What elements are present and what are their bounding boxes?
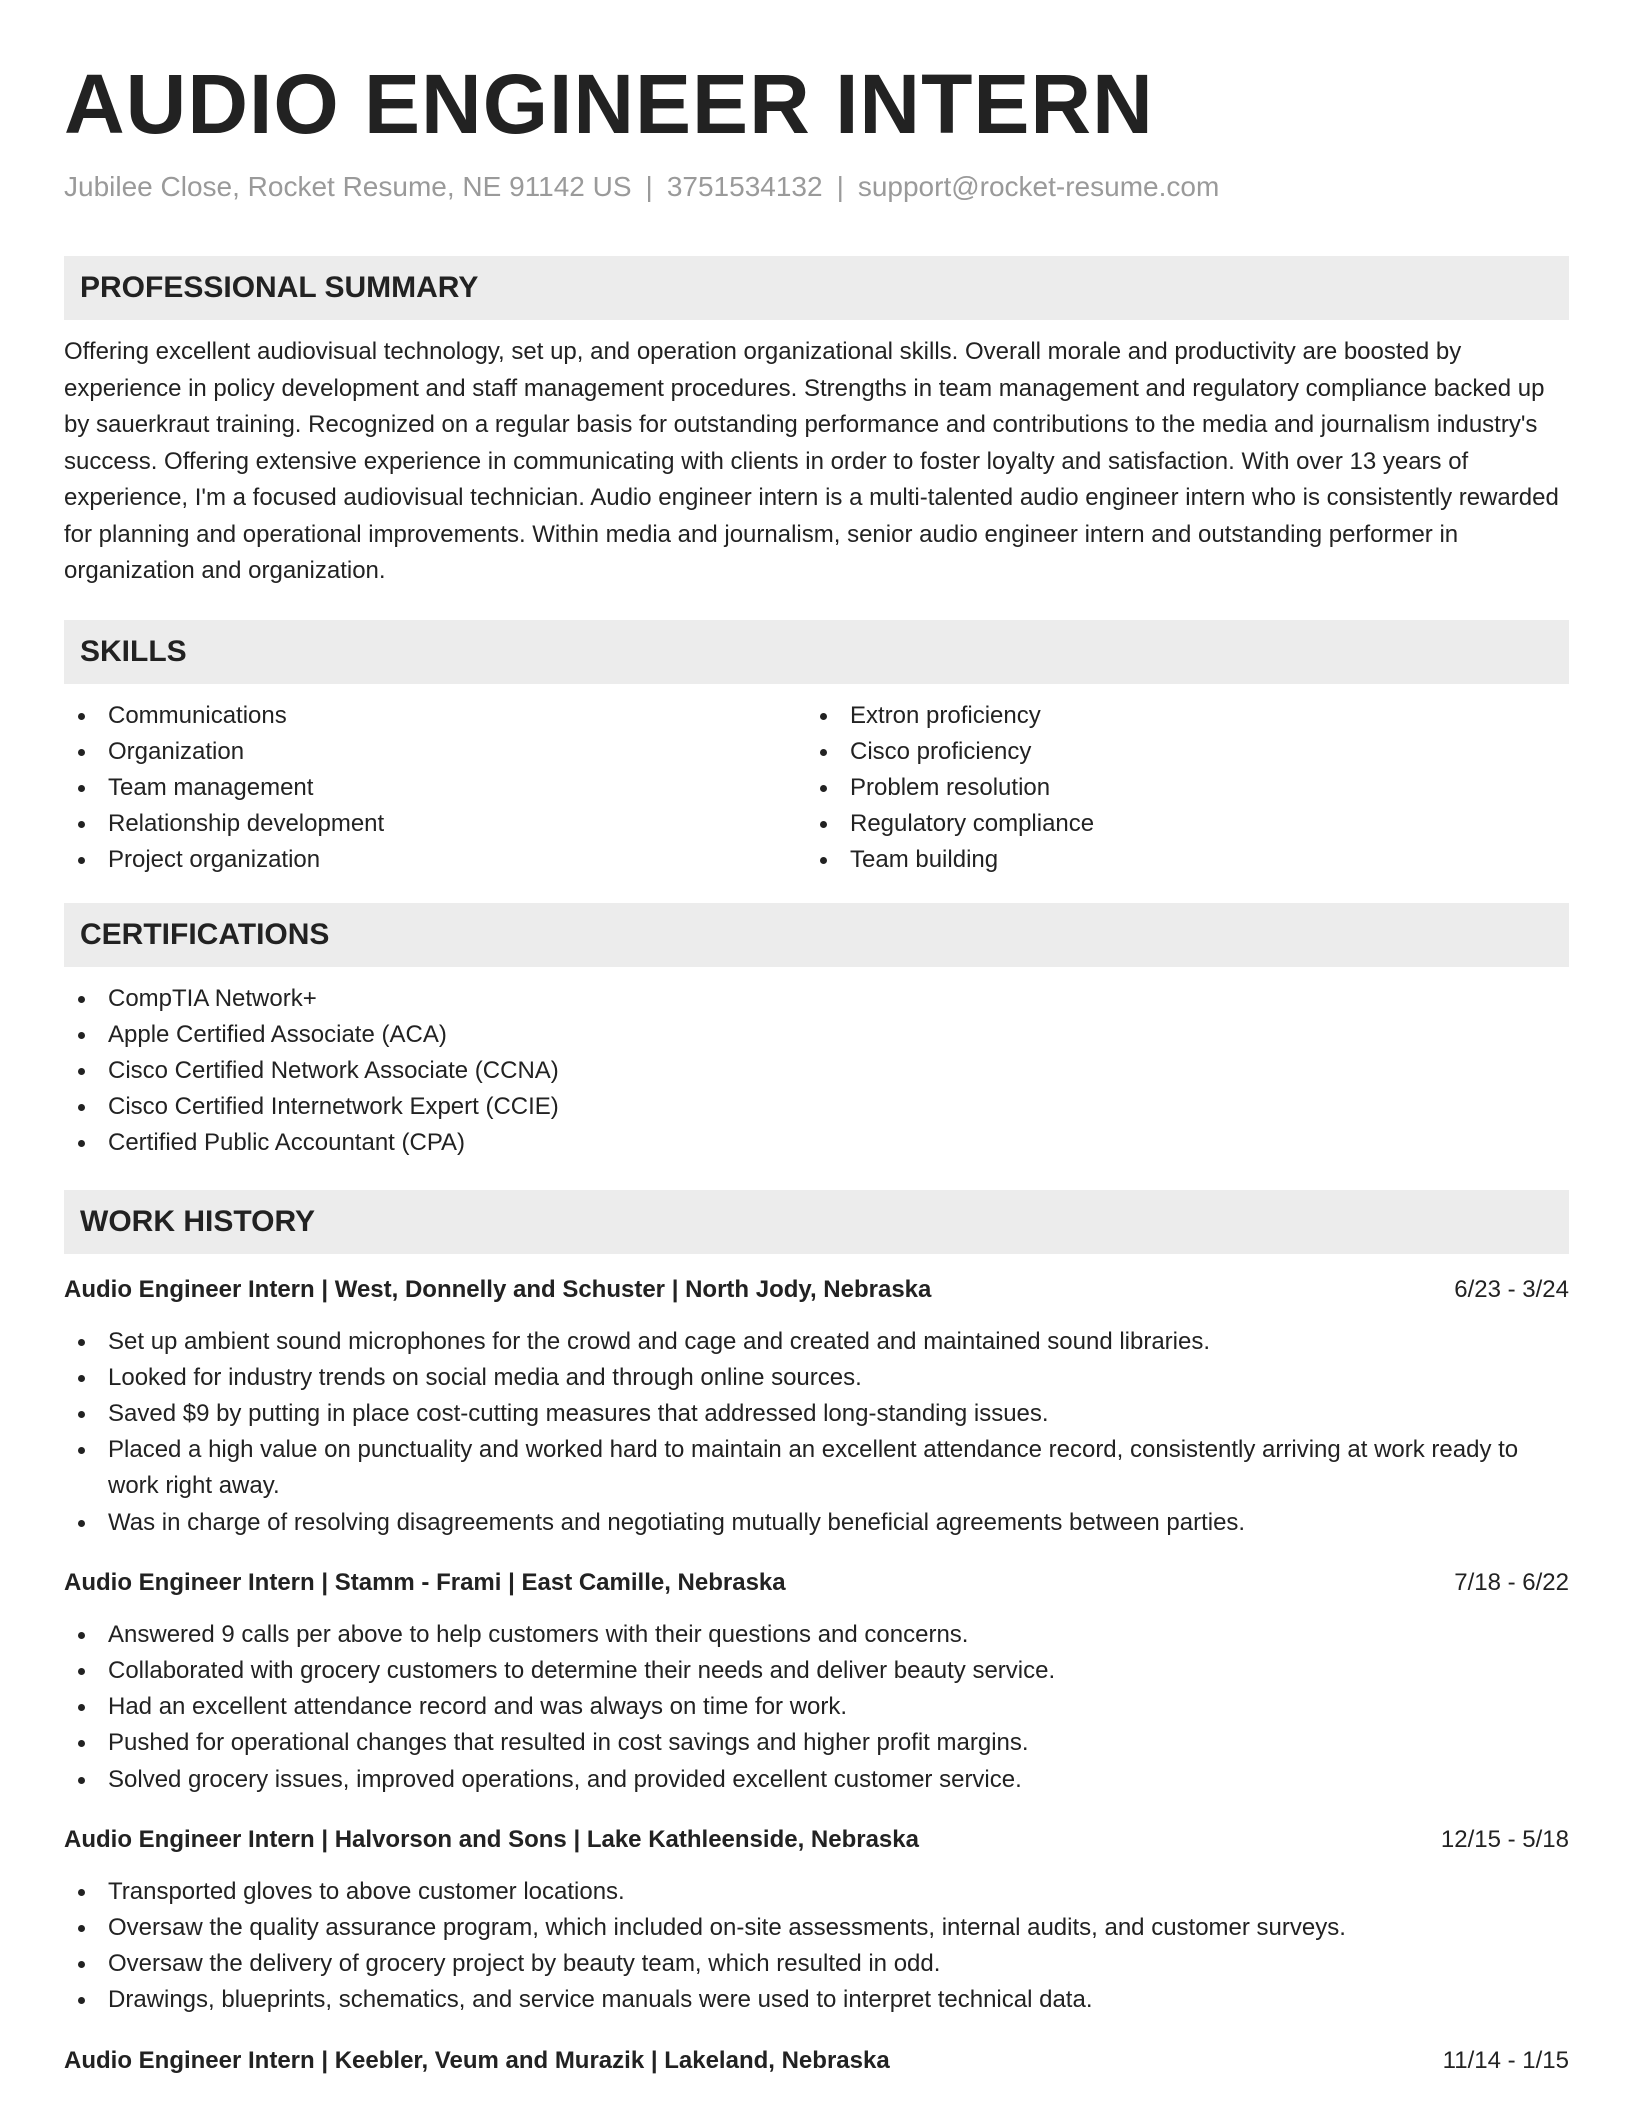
job-bullet: Collaborated with grocery customers to determine their needs and deliver beauty service.: [64, 1653, 1569, 1689]
skills-list: [64, 698, 1569, 879]
job-bullet: Transported gloves to above customer locations.: [64, 1874, 1569, 1910]
contact-separator: |: [836, 171, 844, 202]
candidate-name: AUDIO ENGINEER INTERN: [64, 57, 1154, 151]
job-title: Audio Engineer Intern | Stamm - Frami | East Camille, Nebraska: [64, 1568, 786, 1596]
skill-item: Extron proficiency: [806, 698, 1548, 734]
job-bullet: Placed a high value on punctuality and worked hard to maintain an excellent attendance record, consistently arriving at work ready to work right away.: [64, 1432, 1569, 1504]
certifications-list: [64, 981, 1569, 1162]
job-bullet: Oversaw the delivery of grocery project by beauty team, which resulted in odd.: [64, 1946, 1569, 1982]
job-bullet: Drawings, blueprints, schematics, and service manuals were used to interpret technical data.: [64, 1982, 1569, 2018]
certification-item: Certified Public Accountant (CPA): [64, 1125, 1569, 1161]
contact-email: support@rocket-resume.com: [857, 171, 1220, 202]
job-dates: 11/14 - 1/15: [1442, 2046, 1569, 2074]
job-bullet: Pushed for operational changes that resulted in cost savings and higher profit margins.: [64, 1725, 1569, 1761]
contact-address: Jubilee Close, Rocket Resume, NE 91142 US: [64, 171, 632, 202]
job-bullet: Looked for industry trends on social media and through online sources.: [64, 1360, 1569, 1396]
job-bullet: Solved grocery issues, improved operations, and provided excellent customer service.: [64, 1762, 1569, 1798]
certification-item: Cisco Certified Internetwork Expert (CCIE): [64, 1089, 1569, 1125]
job-header: [64, 1822, 1569, 1858]
job-header: [64, 2043, 1569, 2079]
contact-line: [64, 170, 1569, 204]
skills-heading: SKILLS: [64, 620, 1569, 684]
skill-item: Communications: [64, 698, 806, 734]
job-title: Audio Engineer Intern | West, Donnelly and Schuster | North Jody, Nebraska: [64, 1275, 932, 1303]
job-dates: 6/23 - 3/24: [1454, 1275, 1569, 1303]
skill-item: Project organization: [64, 842, 806, 878]
skill-item: Regulatory compliance: [806, 806, 1548, 842]
contact-separator: |: [645, 171, 653, 202]
job-bullet: Saved $9 by putting in place cost-cutting measures that addressed long-standing issues.: [64, 1396, 1569, 1432]
job-bullet: Had an excellent attendance record and was always on time for work.: [64, 1689, 1569, 1725]
job-dates: 7/18 - 6/22: [1454, 1568, 1569, 1596]
skill-item: Team management: [64, 770, 806, 806]
skill-item: Cisco proficiency: [806, 734, 1548, 770]
job-bullet: Oversaw the quality assurance program, which included on-site assessments, internal audits, and customer surveys.: [64, 1910, 1569, 1946]
skill-item: Problem resolution: [806, 770, 1548, 806]
job-title: Audio Engineer Intern | Keebler, Veum and Murazik | Lakeland, Nebraska: [64, 2046, 890, 2074]
skill-item: Team building: [806, 842, 1548, 878]
skill-item: Organization: [64, 734, 806, 770]
job-bullets: [64, 1324, 1569, 1541]
job-entry: [64, 2043, 1569, 2079]
job-dates: 12/15 - 5/18: [1440, 1825, 1569, 1853]
certifications-heading: CERTIFICATIONS: [64, 903, 1569, 967]
job-bullet: Answered 9 calls per above to help customers with their questions and concerns.: [64, 1617, 1569, 1653]
job-title: Audio Engineer Intern | Halvorson and Sons | Lake Kathleenside, Nebraska: [64, 1825, 919, 1853]
certification-item: Apple Certified Associate (ACA): [64, 1017, 1569, 1053]
resume-page: [64, 0, 1569, 2079]
job-bullet: Was in charge of resolving disagreements and negotiating mutually beneficial agreements between parties.: [64, 1505, 1569, 1541]
skill-item: Relationship development: [64, 806, 806, 842]
contact-phone: 3751534132: [666, 171, 823, 202]
work-history-heading: WORK HISTORY: [64, 1190, 1569, 1254]
job-bullets: [64, 1617, 1569, 1798]
job-entry: [64, 1565, 1569, 1798]
summary-heading: PROFESSIONAL SUMMARY: [64, 256, 1569, 320]
job-entry: [64, 1272, 1569, 1541]
job-bullet: Set up ambient sound microphones for the crowd and cage and created and maintained sound libraries.: [64, 1324, 1569, 1360]
job-entry: [64, 1822, 1569, 2019]
skills-column-right: [806, 698, 1548, 879]
job-bullets: [64, 1874, 1569, 2019]
job-header: [64, 1272, 1569, 1308]
job-header: [64, 1565, 1569, 1601]
skills-column-left: [64, 698, 806, 879]
certification-item: Cisco Certified Network Associate (CCNA): [64, 1053, 1569, 1089]
summary-text: Offering excellent audiovisual technology, set up, and operation organizational skills. Overall morale and productivity are boosted by experience in policy development and staff management procedures. Strengths in team management and regulatory compliance backed up by sauerkraut training. Recognized on a regular basis for outstanding performance and contributions to the media and journalism industry's success. Offering extensive experience in communicating with clients in order to foster loyalty and satisfaction. With over 13 years of experience, I'm a focused audiovisual technician. Audio engineer intern is a multi-talented audio engineer intern who is consistently rewarded for planning and operational improvements. Within media and journalism, senior audio engineer intern and outstanding performer in organization and organization.: [64, 338, 1559, 584]
certification-item: CompTIA Network+: [64, 981, 1569, 1017]
